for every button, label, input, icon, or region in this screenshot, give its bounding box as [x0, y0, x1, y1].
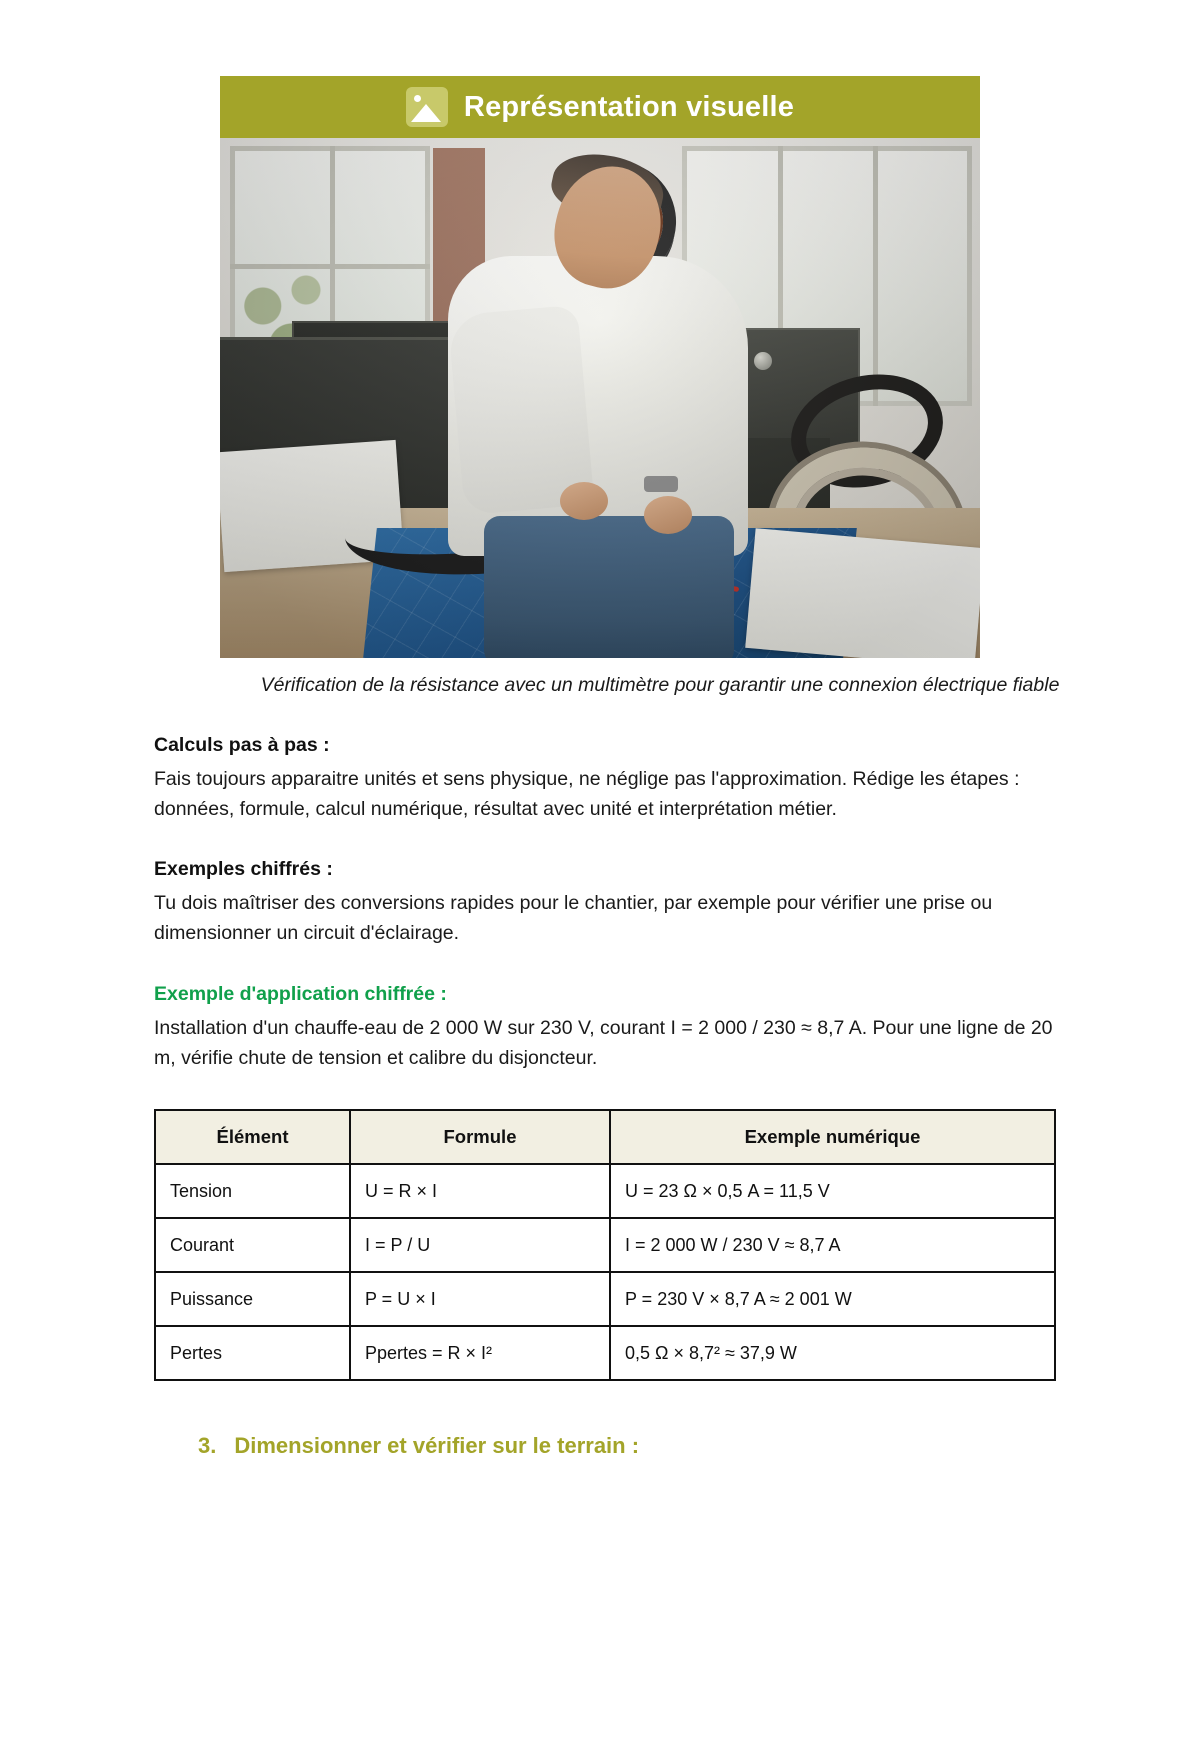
section-3-title: Dimensionner et vérifier sur le terrain :	[234, 1433, 640, 1458]
blueprint-paper-right	[745, 528, 980, 658]
cell-exemple: 0,5 Ω × 8,7² ≈ 37,9 W	[610, 1326, 1055, 1380]
figure-photo	[220, 138, 980, 658]
image-icon	[406, 87, 448, 127]
figure-caption: Vérification de la résistance avec un multimètre pour garantir une connexion électrique fiable	[260, 674, 1060, 696]
table-header-row	[155, 1110, 1055, 1164]
cell-exemple: U = 23 Ω × 0,5 A = 11,5 V	[610, 1164, 1055, 1218]
section-application-heading: Exemple d'application chiffrée :	[154, 982, 447, 1005]
table-row	[155, 1272, 1055, 1326]
section-calculs-text: Fais toujours apparaitre unités et sens physique, ne néglige pas l'approximation. Rédige les étapes : données, formule, calcul numérique, résultat avec unité et interprétation métier.	[154, 767, 1020, 820]
section-application	[154, 983, 1054, 1073]
cell-element: Tension	[155, 1164, 350, 1218]
table-row	[155, 1164, 1055, 1218]
section-3-heading	[150, 1433, 1050, 1459]
figure-banner-title: Représentation visuelle	[463, 90, 795, 123]
section-exemples-heading: Exemples chiffrés :	[154, 858, 333, 881]
cell-formule: P = U × I	[350, 1272, 610, 1326]
table-row	[155, 1218, 1055, 1272]
cell-element: Puissance	[155, 1272, 350, 1326]
section-application-text: Installation d'un chauffe-eau de 2 000 W sur 230 V, courant I = 2 000 / 230 ≈ 8,7 A. Pour une ligne de 20 m, vérifie chute de tension et calibre du disjoncteur.	[154, 1016, 1053, 1069]
table-header-exemple: Exemple numérique	[610, 1110, 1055, 1164]
electrician-figure	[448, 160, 748, 630]
cell-element: Pertes	[155, 1326, 350, 1380]
table-row	[155, 1326, 1055, 1380]
cell-formule: U = R × I	[350, 1164, 610, 1218]
section-calculs	[154, 734, 1054, 824]
document-body	[146, 734, 1054, 1381]
document-page	[0, 76, 1200, 1746]
cell-exemple: I = 2 000 W / 230 V ≈ 8,7 A	[610, 1218, 1055, 1272]
calculation-table-wrap	[154, 1109, 1054, 1381]
cell-formule: Ppertes = R × I²	[350, 1326, 610, 1380]
section-exemples	[154, 858, 1054, 948]
calculation-table	[154, 1109, 1056, 1381]
cell-formule: I = P / U	[350, 1218, 610, 1272]
cell-element: Courant	[155, 1218, 350, 1272]
table-header-element: Élément	[155, 1110, 350, 1164]
section-exemples-text: Tu dois maîtriser des conversions rapides pour le chantier, par exemple pour vérifier une prise ou dimensionner un circuit d'éclairage.	[154, 892, 993, 945]
figure-block	[220, 76, 1060, 700]
section-3-number: 3.	[198, 1433, 217, 1458]
table-header-formule: Formule	[350, 1110, 610, 1164]
cell-exemple: P = 230 V × 8,7 A ≈ 2 001 W	[610, 1272, 1055, 1326]
section-calculs-heading: Calculs pas à pas :	[154, 733, 330, 756]
figure-banner	[220, 76, 980, 138]
